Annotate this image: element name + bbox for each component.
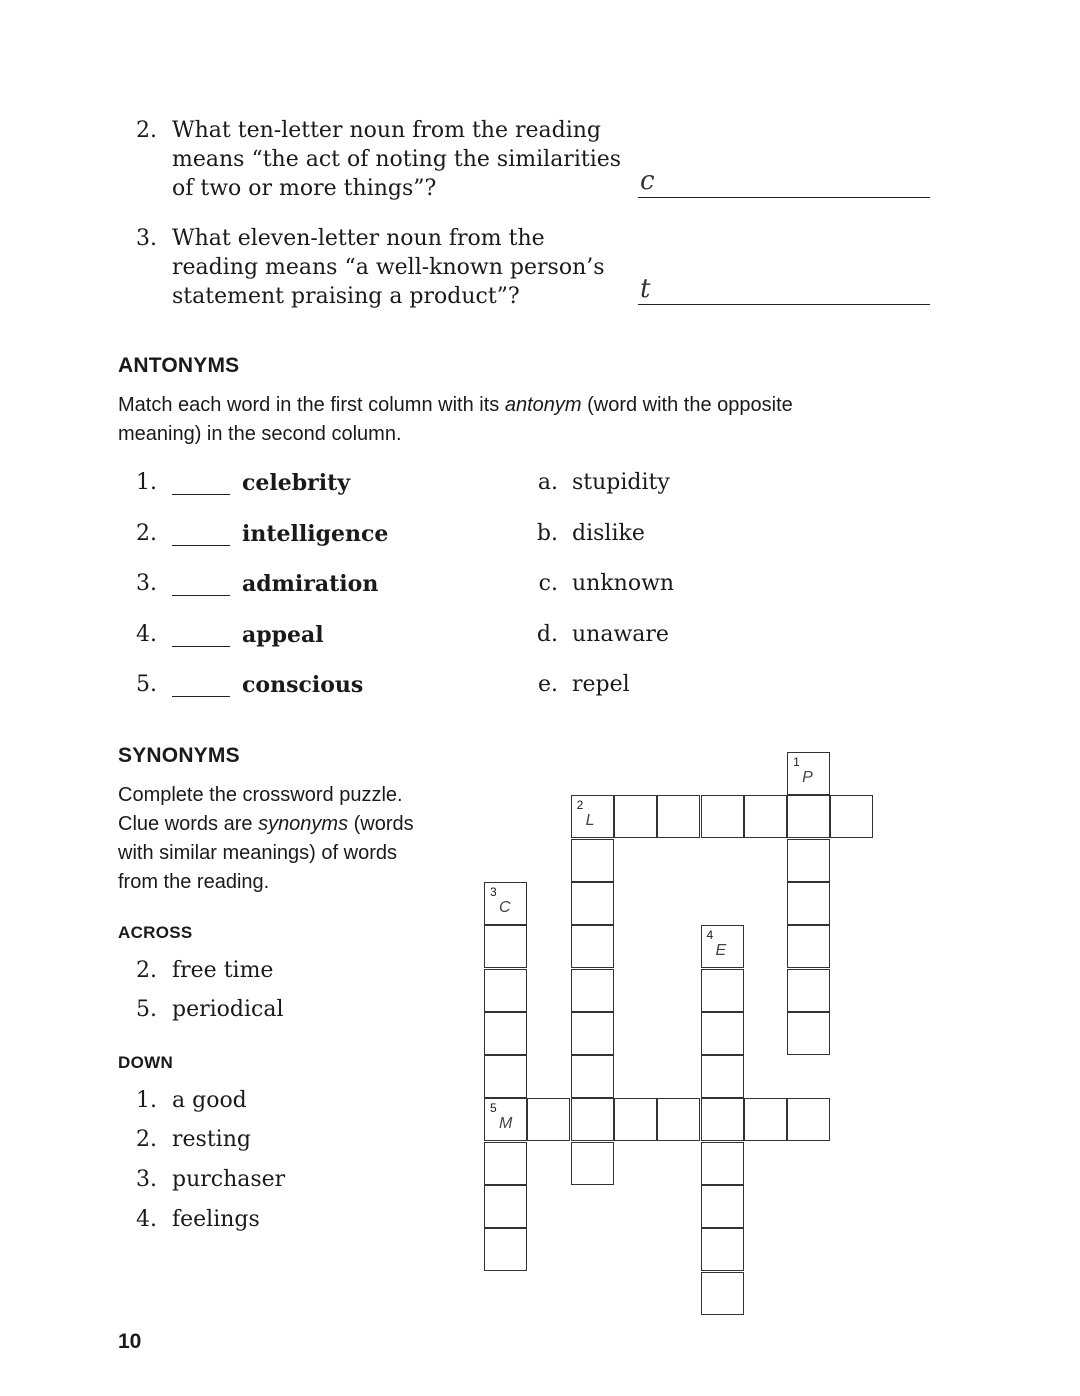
antonyms-heading: ANTONYMS [118,354,240,377]
crossword-clue-number: 5 [490,1101,497,1116]
crossword-cell[interactable] [701,1228,744,1271]
crossword-cell[interactable] [571,969,614,1012]
question-number: 3. [136,226,157,251]
crossword-cell[interactable] [571,1098,614,1141]
antonym-word: admiration [242,571,379,597]
crossword-cell[interactable] [614,1098,657,1141]
crossword-cell[interactable] [484,882,527,925]
instruction-line: with similar meanings) of words [118,842,397,864]
question-text [172,116,632,203]
option-letter: a. [537,470,558,495]
crossword-cell[interactable] [484,1185,527,1228]
question-line: statement praising a product”? [172,284,520,309]
option-text: dislike [572,521,645,546]
crossword-cell[interactable] [571,1142,614,1185]
answer-blank[interactable] [172,545,230,546]
question-number: 2. [136,118,157,143]
clue-number: 2. [136,1127,157,1152]
answer-line[interactable] [638,304,930,305]
crossword-cell[interactable] [571,1055,614,1098]
item-number: 5. [136,672,157,697]
crossword-cell[interactable] [830,795,873,838]
clue-number: 1. [136,1088,157,1113]
crossword-cell[interactable] [614,795,657,838]
item-number: 1. [136,470,157,495]
crossword-cell[interactable] [484,1098,527,1141]
crossword-cell[interactable] [571,839,614,882]
crossword-clue-number: 3 [490,884,497,899]
crossword-cell[interactable] [701,1185,744,1228]
crossword-cell[interactable] [701,1055,744,1098]
answer-blank[interactable] [172,696,230,697]
clue-text: feelings [172,1207,260,1232]
option-text: stupidity [572,470,670,495]
option-letter: e. [537,672,558,697]
clue-text: purchaser [172,1167,286,1192]
across-heading: ACROSS [118,923,193,942]
crossword-cell[interactable] [787,969,830,1012]
instruction-text: (word with the opposite [581,394,793,416]
item-number: 4. [136,622,157,647]
antonym-word: intelligence [242,521,389,547]
crossword-cell[interactable] [571,925,614,968]
instruction-line [118,810,414,839]
crossword-cell[interactable] [787,1012,830,1055]
crossword-cell[interactable] [484,969,527,1012]
answer-blank[interactable] [172,595,230,596]
instruction-text: (words [348,813,414,835]
option-text: unknown [572,571,675,596]
clue-number: 5. [136,997,157,1022]
crossword-cell[interactable] [787,752,830,795]
clue-number: 2. [136,958,157,983]
crossword-clue-number: 4 [706,928,714,943]
crossword-given-letter: P [802,769,813,786]
crossword-cell[interactable] [701,795,744,838]
crossword-cell[interactable] [527,1098,570,1141]
item-number: 3. [136,571,157,596]
instruction-text: Clue words are [118,813,259,835]
option-text: unaware [572,622,669,647]
clue-text: a good [172,1088,247,1113]
antonym-word: celebrity [242,470,351,496]
page-number: 10 [118,1330,142,1353]
question-text [172,224,632,311]
question-line: What ten-letter noun from the reading [172,118,602,143]
instruction-line: from the reading. [118,871,270,893]
answer-line[interactable] [638,197,930,198]
crossword-cell[interactable] [484,1228,527,1271]
option-letter: d. [536,622,558,647]
crossword-cell[interactable] [787,795,830,838]
crossword-cell[interactable] [701,1272,744,1315]
crossword-cell[interactable] [484,1012,527,1055]
item-number: 2. [136,521,157,546]
crossword-cell[interactable] [484,1142,527,1185]
question-line: What eleven-letter noun from the [172,226,545,251]
crossword-cell[interactable] [657,1098,700,1141]
instruction-line: meaning) in the second column. [118,423,402,445]
crossword-cell[interactable] [484,925,527,968]
answer-blank[interactable] [172,646,230,647]
crossword-cell[interactable] [484,1055,527,1098]
clue-text: free time [172,958,274,983]
answer-hint-letter: c [640,166,655,196]
question-line: of two or more things”? [172,176,437,201]
crossword-given-letter: L [585,812,595,830]
crossword-cell[interactable] [571,795,614,838]
crossword-cell[interactable] [787,839,830,882]
crossword-cell[interactable] [787,882,830,925]
crossword-clue-number: 2 [576,798,584,813]
crossword-cell[interactable] [571,882,614,925]
clue-number: 3. [136,1167,157,1192]
crossword-cell[interactable] [701,1142,744,1185]
crossword-cell[interactable] [701,1012,744,1055]
crossword-cell[interactable] [787,925,830,968]
clue-number: 4. [136,1207,157,1232]
instruction-emphasis: synonyms [258,813,349,835]
crossword-given-letter: E [715,942,727,960]
option-letter: b. [536,521,558,546]
clue-text: resting [172,1127,251,1152]
answer-blank[interactable] [172,494,230,495]
down-heading: DOWN [118,1053,174,1072]
instruction-emphasis: antonym [504,394,582,416]
antonym-word: appeal [242,622,324,648]
instruction-line [118,391,793,420]
crossword-given-letter: M [499,1115,513,1133]
antonym-word: conscious [242,672,364,698]
option-letter: c. [538,571,558,596]
question-line: means “the act of noting the similarities [172,147,622,172]
crossword-cell[interactable] [571,1012,614,1055]
answer-hint-letter: t [640,274,651,304]
synonyms-heading: SYNONYMS [118,744,240,767]
crossword-cell[interactable] [701,1098,744,1141]
question-line: reading means “a well-known person’s [172,255,605,280]
option-text: repel [572,672,630,697]
crossword-cell[interactable] [657,795,700,838]
crossword-clue-number: 1 [793,755,800,769]
crossword-cell[interactable] [787,1098,830,1141]
instruction-line: Complete the crossword puzzle. [118,784,403,806]
crossword-given-letter: C [499,898,511,916]
crossword-cell[interactable] [744,795,787,838]
antonyms-instructions [118,391,793,449]
instruction-text: Match each word in the first column with its [118,394,505,416]
crossword-cell[interactable] [744,1098,787,1141]
synonyms-instructions [118,781,414,897]
clue-text: periodical [172,997,284,1022]
crossword-cell[interactable] [701,969,744,1012]
crossword-cell[interactable] [701,925,744,968]
